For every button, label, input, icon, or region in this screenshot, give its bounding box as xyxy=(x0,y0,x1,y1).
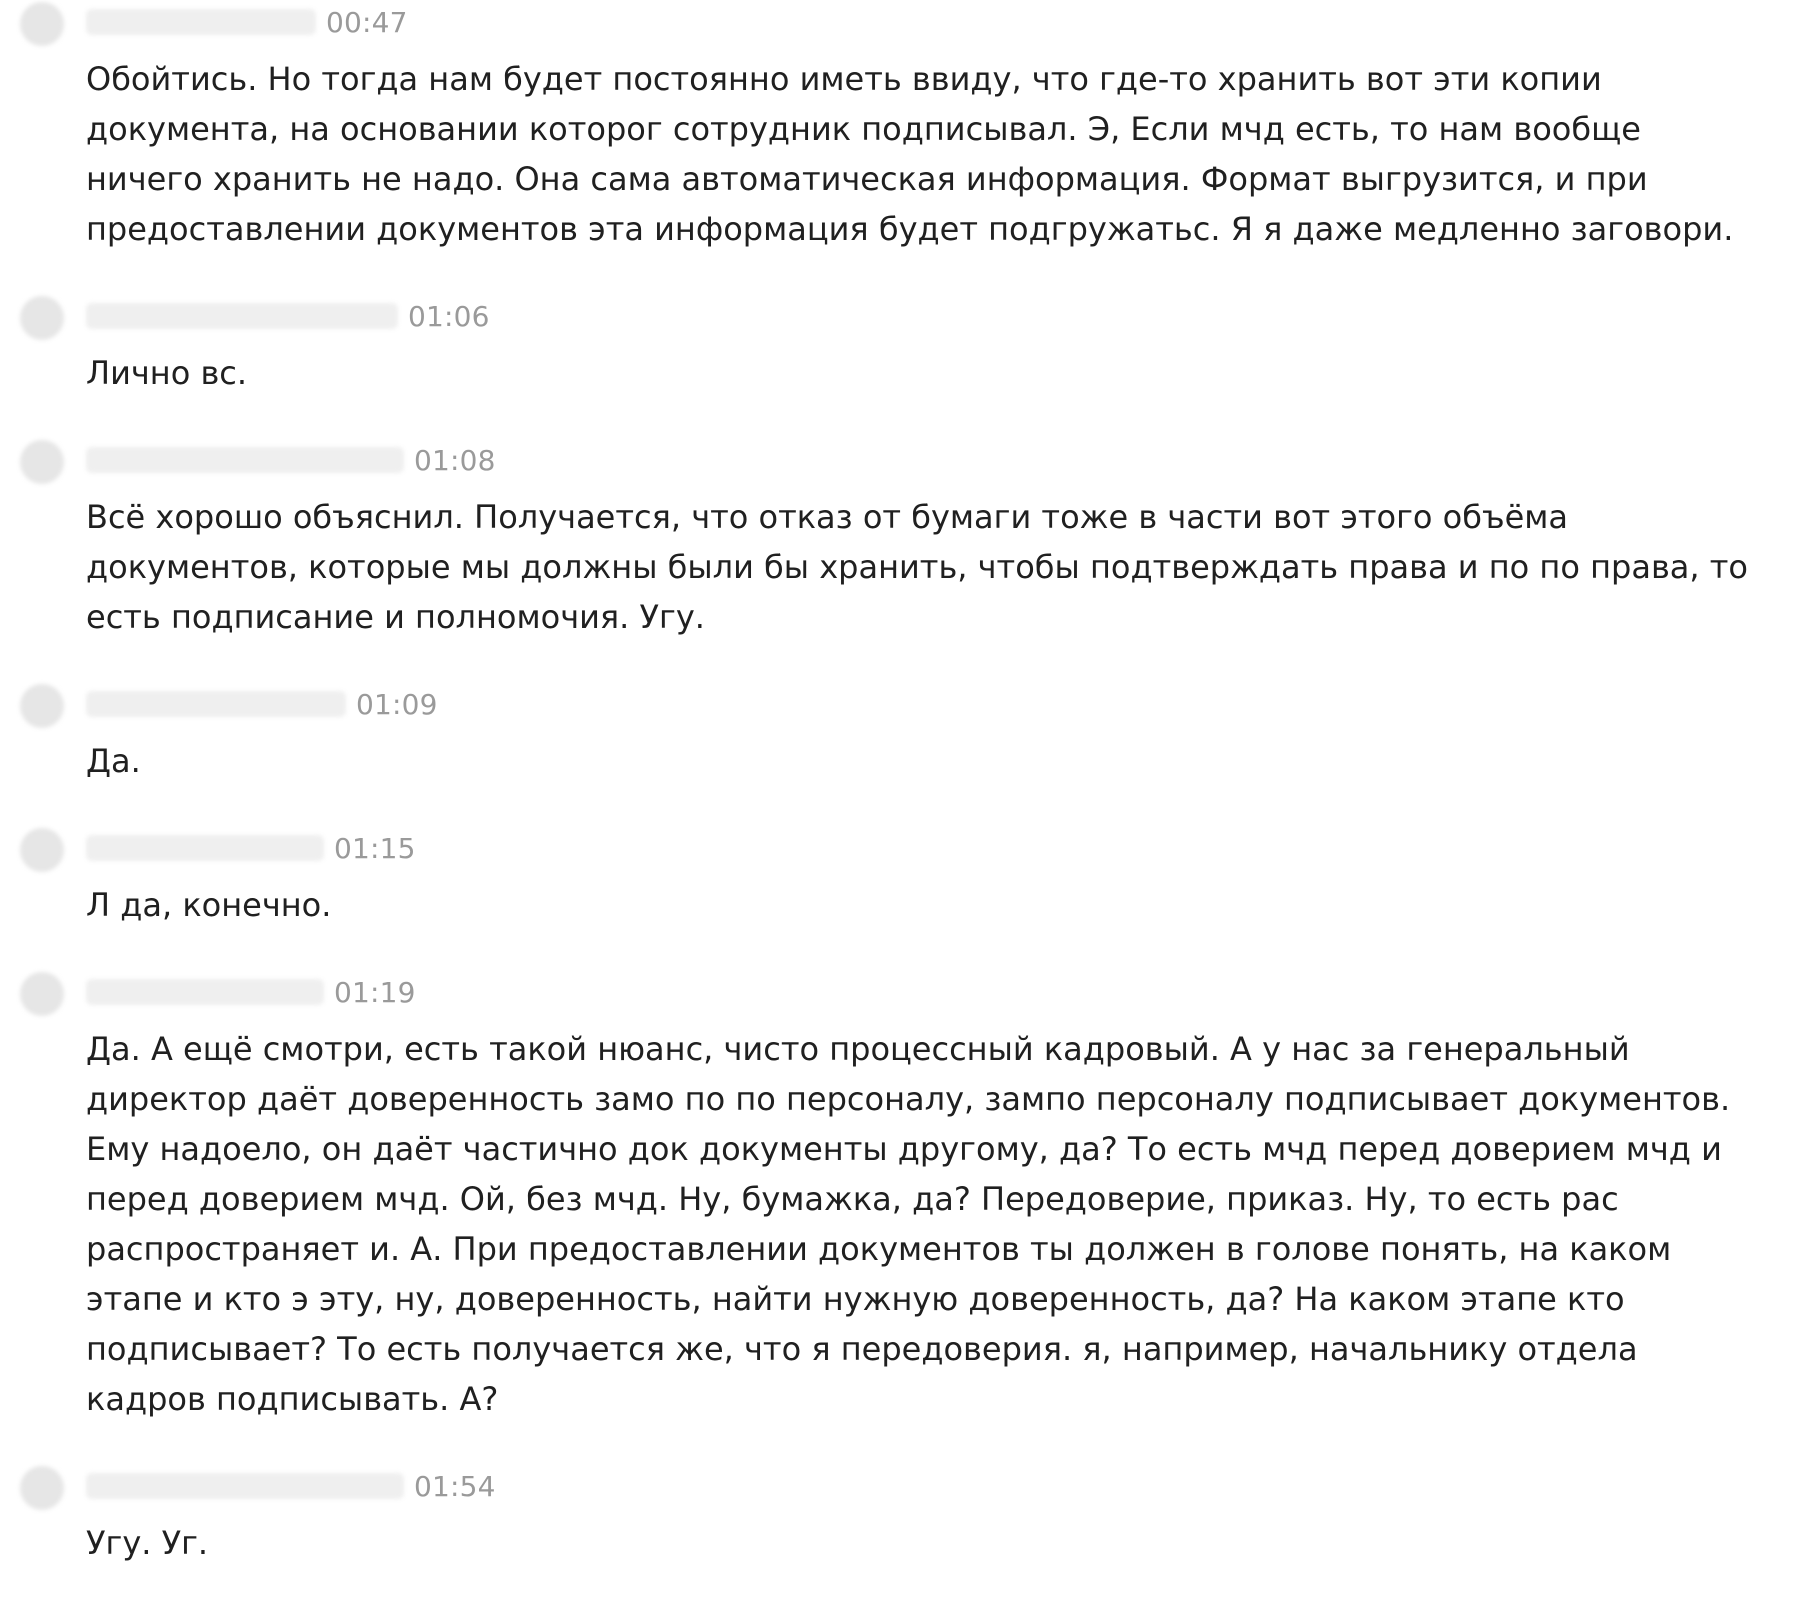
transcript-entry xyxy=(0,964,1797,1424)
timestamp-link[interactable]: 00:47 xyxy=(326,5,408,39)
speaker-name-redacted[interactable] xyxy=(86,835,324,861)
entry-text: Обойтись. Но тогда нам будет постоянно иметь ввиду, что где-то хранить вот эти копии документа, на основании которог сотрудник подписывал. Э, Если мчд есть, то нам вообще ничего хранить не надо. Она сама автоматическая информация. Формат выгрузится, и при предоставлении документов эта информация будет подгружатьс. Я я даже медленно заговори. xyxy=(86,60,1734,248)
transcript-entry xyxy=(0,432,1797,642)
transcript-entry xyxy=(0,1458,1797,1568)
entry-text: Всё хорошо объяснил. Получается, что отказ от бумаги тоже в части вот этого объёма документов, которые мы должны были бы хранить, чтобы подтверждать права и по по права, то есть подписание и полномочия. Угу. xyxy=(86,498,1748,636)
entry-meta xyxy=(86,820,1757,876)
timestamp-link[interactable]: 01:08 xyxy=(414,443,496,477)
transcript-entry xyxy=(0,676,1797,786)
entry-meta xyxy=(86,1458,1757,1514)
entry-meta xyxy=(86,0,1757,50)
speaker-avatar[interactable] xyxy=(20,440,64,484)
speaker-avatar[interactable] xyxy=(20,2,64,46)
entry-meta xyxy=(86,432,1757,488)
speaker-name-redacted[interactable] xyxy=(86,979,324,1005)
entry-text: Лично вс. xyxy=(86,354,248,392)
speaker-avatar[interactable] xyxy=(20,684,64,728)
timestamp-link[interactable]: 01:19 xyxy=(334,975,416,1009)
timestamp-link[interactable]: 01:06 xyxy=(408,299,490,333)
speaker-avatar[interactable] xyxy=(20,972,64,1016)
speaker-name-redacted[interactable] xyxy=(86,447,404,473)
entry-meta xyxy=(86,964,1757,1020)
speaker-avatar[interactable] xyxy=(20,1466,64,1510)
speaker-name-redacted[interactable] xyxy=(86,303,398,329)
speaker-name-redacted[interactable] xyxy=(86,1473,404,1499)
speaker-avatar[interactable] xyxy=(20,828,64,872)
entry-meta xyxy=(86,288,1757,344)
entry-text: Да. xyxy=(86,742,141,780)
timestamp-link[interactable]: 01:54 xyxy=(414,1469,496,1503)
transcript-entry xyxy=(0,0,1797,254)
timestamp-link[interactable]: 01:15 xyxy=(334,831,416,865)
entry-text: Да. А ещё смотри, есть такой нюанс, чисто процессный кадровый. А у нас за генеральный директор даёт доверенность замо по по персоналу, зампо персоналу подписывает документов. Ему надоело, он даёт частично док документы другому, да? То есть мчд перед доверием мчд и перед доверием мчд. Ой, без мчд. Ну, бумажка, да? Передоверие, приказ. Ну, то есть рас распространяет и. А. При предоставлении документов ты должен в голове понять, на каком этапе и кто э эту, ну, доверенность, найти нужную доверенность, да? На каком этапе кто подписывает? То есть получается же, что я передоверия. я, например, начальнику отдела кадров подписывать. А? xyxy=(86,1030,1731,1418)
transcript-entry xyxy=(0,288,1797,398)
speaker-name-redacted[interactable] xyxy=(86,9,316,35)
entry-text: Л да, конечно. xyxy=(86,886,332,924)
speaker-avatar[interactable] xyxy=(20,296,64,340)
timestamp-link[interactable]: 01:09 xyxy=(356,687,438,721)
entry-meta xyxy=(86,676,1757,732)
transcript-entry xyxy=(0,820,1797,930)
speaker-name-redacted[interactable] xyxy=(86,691,346,717)
entry-text: Угу. Уг. xyxy=(86,1524,209,1562)
